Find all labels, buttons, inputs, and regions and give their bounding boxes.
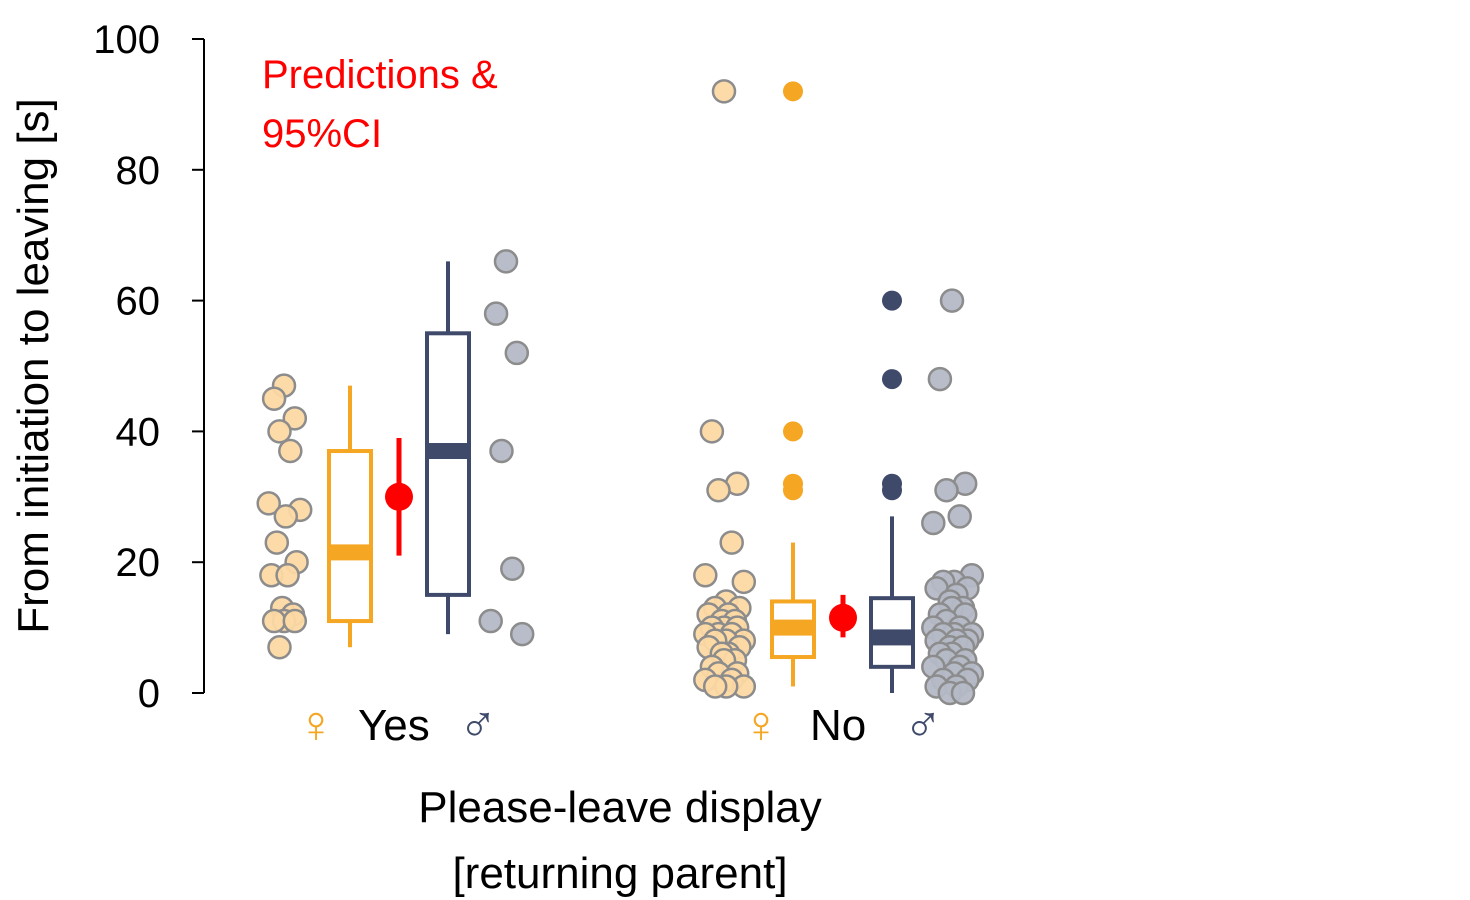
female-outlier [783, 421, 803, 441]
x-axis-title-line-2: [returning parent] [452, 849, 788, 898]
group-label: Yes [358, 701, 430, 750]
male-data-point [936, 479, 958, 501]
female-median [329, 544, 371, 560]
female-data-point [269, 420, 291, 442]
female-data-point [704, 675, 726, 697]
male-median [871, 629, 913, 645]
male-outlier [882, 480, 902, 500]
male-outlier [882, 369, 902, 389]
male-data-point [922, 512, 944, 534]
female-data-point [263, 610, 285, 632]
female-data-point [701, 420, 723, 442]
male-symbol: ♂ [458, 696, 498, 754]
prediction-point [385, 483, 413, 511]
female-data-point [277, 564, 299, 586]
female-symbol: ♀ [296, 696, 336, 754]
y-tick-label: 80 [115, 148, 160, 193]
male-median [427, 443, 469, 459]
annotation-line-2: 95%CI [262, 112, 383, 156]
female-data-point [721, 532, 743, 554]
x-axis-title-line-1: Please-leave display [418, 783, 822, 832]
female-data-point [708, 479, 730, 501]
group-label: No [810, 701, 867, 750]
male-data-point [506, 342, 528, 364]
female-box [329, 451, 371, 621]
female-data-point [263, 388, 285, 410]
male-data-point [480, 610, 502, 632]
female-outlier [783, 81, 803, 101]
male-data-point [949, 505, 971, 527]
male-data-point [952, 682, 974, 704]
male-data-point [495, 250, 517, 272]
female-data-point [694, 564, 716, 586]
female-data-point [279, 440, 301, 462]
male-data-point [941, 290, 963, 312]
female-data-point [266, 532, 288, 554]
female-data-point [284, 610, 306, 632]
male-data-point [491, 440, 513, 462]
y-tick-label: 60 [115, 279, 160, 324]
y-axis-title: From initiation to leaving [s] [9, 98, 58, 634]
annotation-line-1: Predictions & [262, 53, 498, 97]
female-data-point [269, 636, 291, 658]
female-median [772, 620, 814, 636]
male-data-point [485, 303, 507, 325]
y-axis [93, 18, 204, 716]
y-tick-label: 0 [137, 672, 160, 716]
y-tick-label: 40 [115, 410, 160, 455]
female-data-point [733, 571, 755, 593]
female-data-point [713, 80, 735, 102]
male-data-point [929, 368, 951, 390]
female-outlier [783, 480, 803, 500]
female-data-point [275, 505, 297, 527]
male-box [427, 333, 469, 595]
plot-area [258, 80, 983, 754]
y-tick-label: 20 [115, 541, 160, 586]
female-symbol: ♀ [741, 696, 781, 754]
male-symbol: ♂ [903, 696, 943, 754]
male-data-point [501, 558, 523, 580]
prediction-point [829, 604, 857, 632]
male-outlier [882, 291, 902, 311]
y-tick-label: 100 [93, 18, 160, 62]
male-data-point [511, 623, 533, 645]
